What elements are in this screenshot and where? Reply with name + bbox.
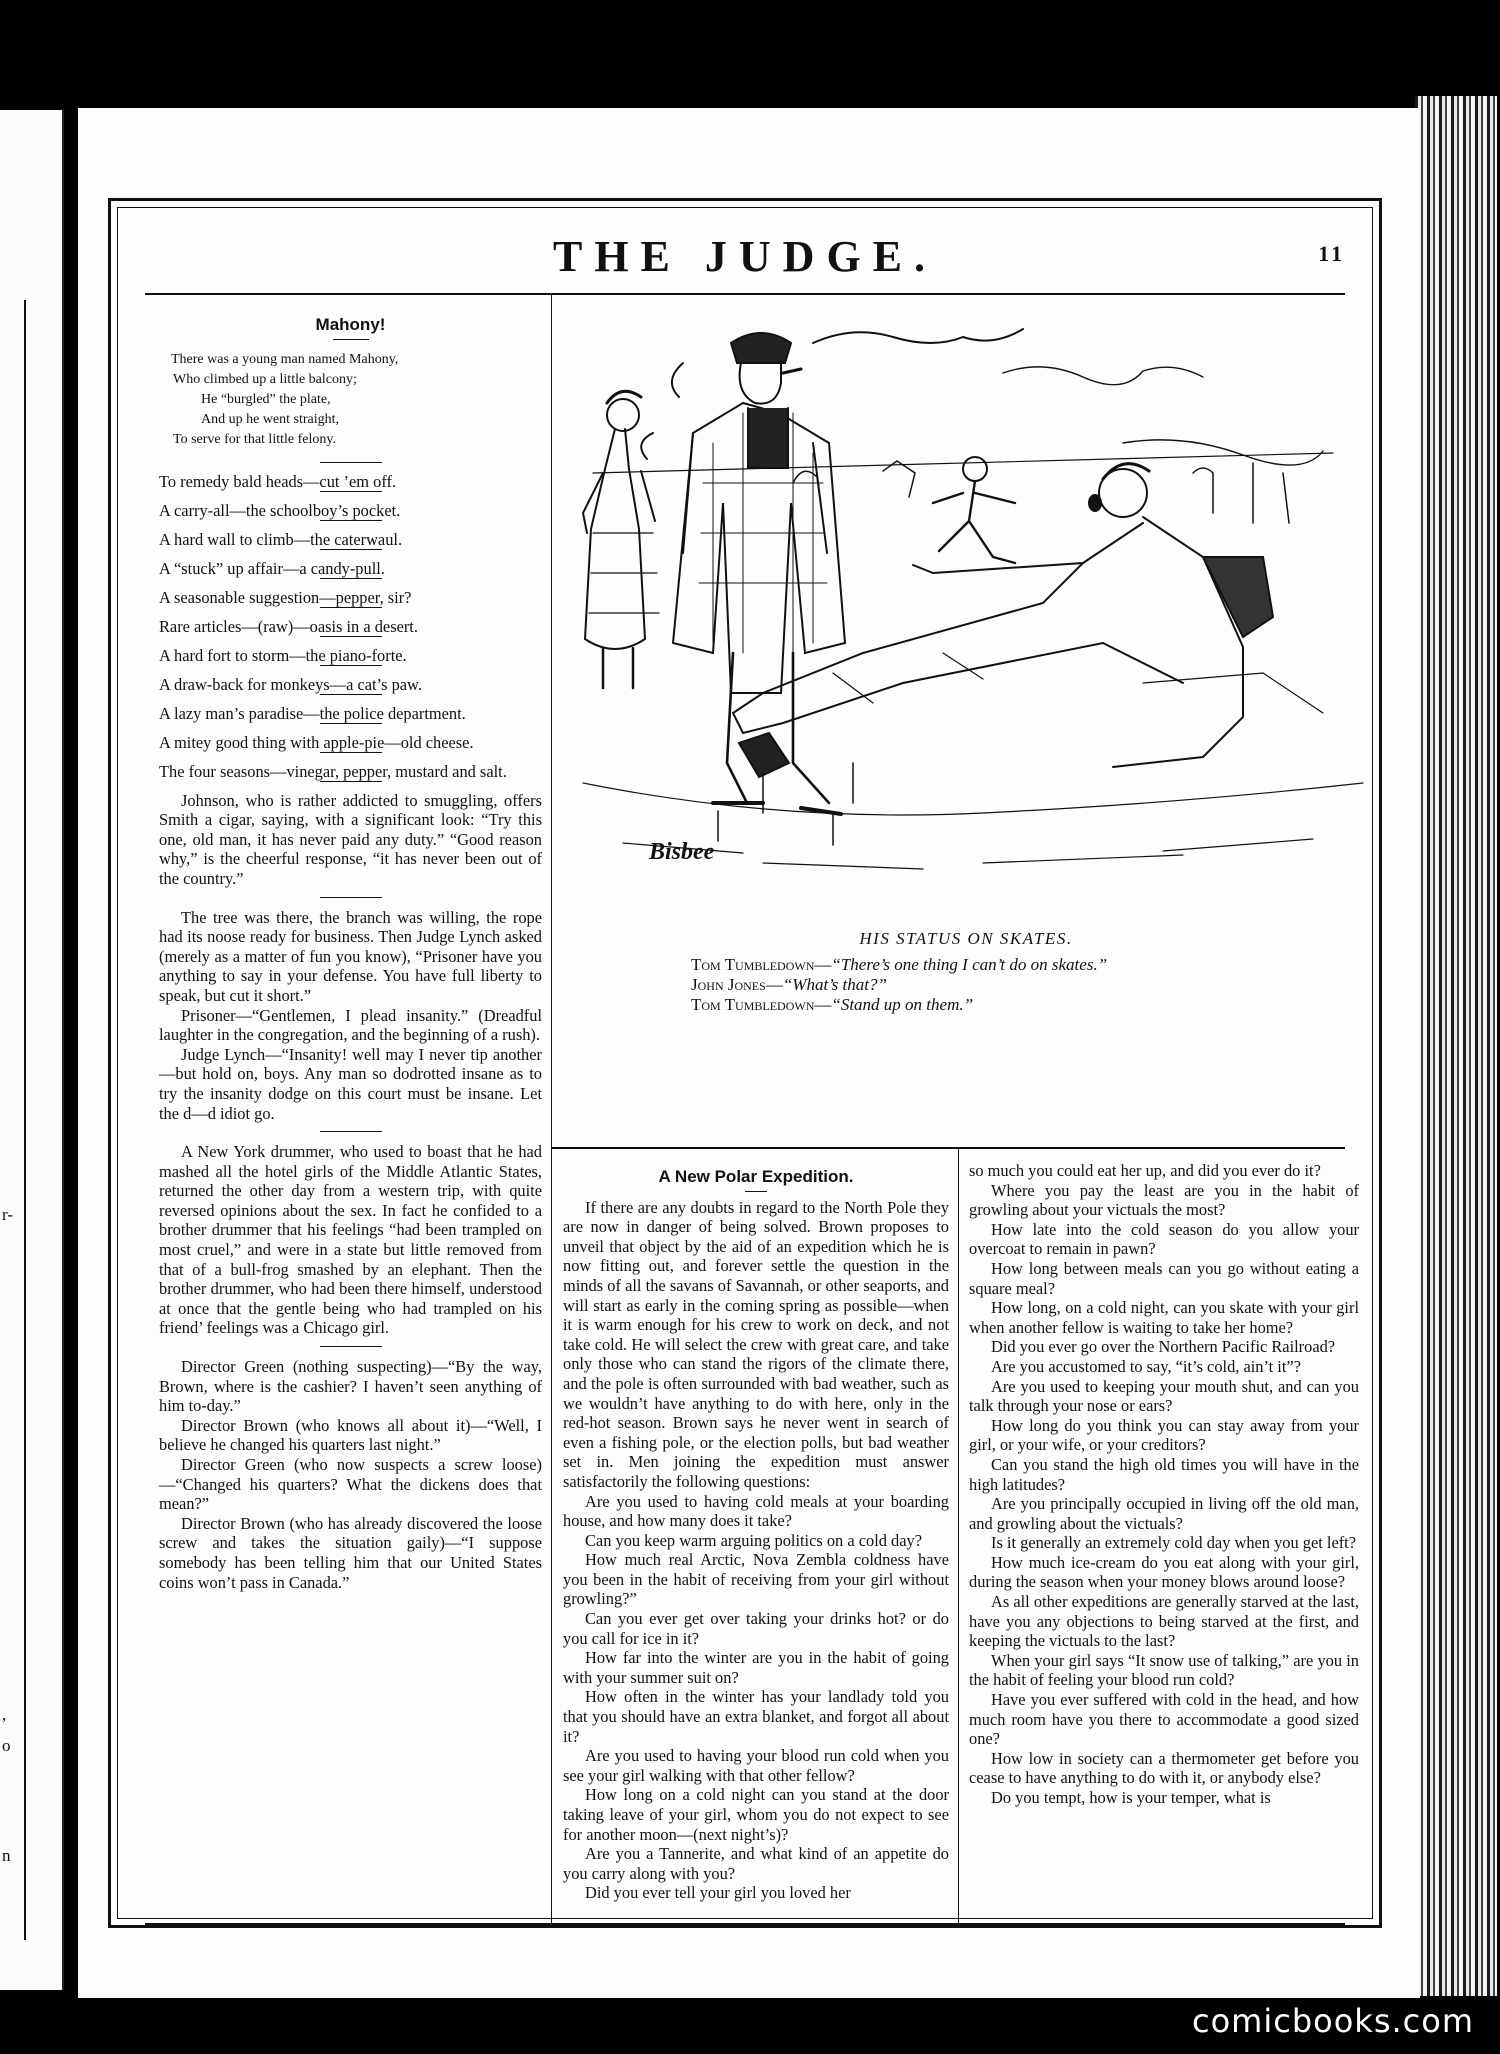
story-paragraph: Director Green (nothing suspecting)—“By the way, Brown, where is the cashier? I haven’t seen anything of him to-day.”: [159, 1357, 542, 1416]
story-paragraph: Director Brown (who knows all about it)—“Well, I believe he changed his quarters last night.”: [159, 1415, 542, 1455]
question-paragraph: Can you stand the high old times you will have in the high latitudes?: [969, 1454, 1359, 1494]
quip: A “stuck” up affair—a candy-pull.: [159, 558, 385, 578]
question-paragraph: How long on a cold night can you stand at the door taking leave of your girl, whom you do not expect to see for another moon—(next night’s)?: [563, 1785, 949, 1844]
left-page-border: [0, 300, 26, 1940]
verse-line: To serve for that little felony.: [173, 431, 336, 447]
question-paragraph: Have you ever suffered with cold in the head, and how much room have you there to accommodate a good sized one?: [969, 1690, 1359, 1749]
question-paragraph: How long do you think you can stay away from your girl, or your wife, or your creditors?: [969, 1415, 1359, 1455]
question-paragraph: Are you accustomed to say, “it’s cold, ain’t it”?: [991, 1356, 1301, 1376]
article-title: A New Polar Expedition.: [658, 1167, 854, 1186]
quip-list: [159, 472, 542, 782]
left-page-fragment: n: [2, 1846, 11, 1865]
skating-cartoon: [563, 303, 1369, 923]
column-rule: [958, 1147, 959, 1923]
masthead-rule: [145, 293, 1345, 295]
story-paragraph: A New York drummer, who used to boast that he had mashed all the hotel girls of the Middle Atlantic States, returned the other day from a western trip, with quite reversed opinions about the sex. In fact he confided to a brother drummer that his feelings “had been trampled on most cruel,” and were in a state but little removed from that of a bull-frog smashed by an elephant. Then the brother drummer, who had been there himself, understood at once that the gentle being who had trampled on his friend’ feelings was a Chicago girl.: [159, 1142, 542, 1338]
magazine-page: [78, 108, 1420, 1998]
question-paragraph: Are you used to keeping your mouth shut, and can you talk through your nose or ears?: [969, 1376, 1359, 1416]
left-facing-page: [0, 110, 64, 1990]
caption-title: HIS STATUS ON SKATES.: [859, 929, 1073, 948]
question-paragraph: Can you ever get over taking your drinks hot? or do you call for ice in it?: [563, 1609, 949, 1648]
page-number: 11: [1318, 241, 1345, 266]
quip: A mitey good thing with apple-pie—old cheese.: [159, 732, 474, 752]
quip: A draw-back for monkeys—a cat’s paw.: [159, 674, 422, 694]
artist-signature: Bisbee: [649, 839, 715, 865]
bottom-rule: [145, 1923, 1345, 1925]
question-paragraph: Do you tempt, how is your temper, what is: [991, 1788, 1271, 1807]
column-polar-expedition: [563, 1161, 949, 1903]
column-humor: [159, 309, 542, 1592]
caption-line: John Jones—“What’s that?”: [691, 975, 887, 994]
quip: A carry-all—the schoolboy’s pocket.: [159, 500, 401, 520]
story-paragraph: Johnson, who is rather addicted to smuggling, offers Smith a cigar, saying, with a significant look: “Try this one, old man, it has never paid any duty.” “Good reason why,” is the cheerful response, “it has never been out of the country.”: [159, 790, 542, 888]
question-paragraph: If there are any doubts in regard to the North Pole they are now in danger of being solved. Brown proposes to unveil that object by the aid of an expedition which he is now fitting out, and forever settle the question in the minds of all the savans of Savannah, or other seaports, and will start as early in the coming spring as possible—when it is warm enough for his crew to work on deck, and not take cold. He will select the crew with great care, and take only those who can stand the rigors of the climate there, and the pole is often surrounded with bad weather, such as we wouldn’t have anything to do with here, only in the red-hot season. Brown says he never went in search of even a fishing pole, or the election polls, but bad weather set in. Men joining the expedition must answer satisfactorily the following questions:: [563, 1197, 949, 1491]
question-paragraph: How much ice-cream do you eat along with your girl, during the season when your money blows around loose?: [969, 1552, 1359, 1592]
question-paragraph: so much you could eat her up, and did you ever do it?: [969, 1161, 1321, 1180]
cartoon-caption: [563, 929, 1369, 1015]
illustration-rule: [551, 1147, 1345, 1149]
story-paragraph: The tree was there, the branch was willing, the rope had its noose ready for business. Then Judge Lynch asked (merely as a matter of fun you know), “Prisoner have you anything to say in your defense. You have full liberty to speak, but cut it short.”: [159, 907, 542, 1005]
question-paragraph: When your girl says “It snow use of talking,” are you in the habit of feeling your blood run cold?: [969, 1650, 1359, 1690]
question-paragraph: How much real Arctic, Nova Zembla coldness have you been in the habit of receiving from your girl without growling?”: [563, 1550, 949, 1609]
watermark: comicbooks.com: [1191, 2002, 1474, 2040]
question-paragraph: Where you pay the least are you in the habit of growling about your victuals the most?: [969, 1180, 1359, 1220]
quip: Rare articles—(raw)—oasis in a desert.: [159, 616, 418, 636]
column-polar-expedition-continued: [969, 1161, 1359, 1808]
story-paragraph: Director Green (who now suspects a screw loose)—“Changed his quarters? What the dickens does that mean?”: [159, 1455, 542, 1514]
caption-line: Tom Tumbledown—“There’s one thing I can’t do on skates.”: [691, 955, 1108, 974]
question-paragraph: As all other expeditions are generally starved at the last, have you any objections to being starved at the first, and keeping the victuals to the last?: [969, 1592, 1359, 1651]
quip: A hard fort to storm—the piano-forte.: [159, 645, 407, 665]
verse-line: Who climbed up a little balcony;: [173, 371, 357, 387]
question-paragraph: Did you ever go over the Northern Pacific Railroad?: [991, 1337, 1336, 1357]
quip: The four seasons—vinegar, pepper, mustard and salt.: [159, 761, 507, 781]
story-paragraph: Judge Lynch—“Insanity! well may I never tip another—but hold on, boys. Any man so dodrotted insane as to try the insanity dodge on this court must be insane. Let the d—d idiot go.: [159, 1044, 542, 1123]
question-paragraph: Did you ever tell your girl you loved her: [585, 1883, 851, 1903]
question-paragraph: How late into the cold season do you allow your overcoat to remain in pawn?: [969, 1219, 1359, 1259]
quip: To remedy bald heads—cut ’em off.: [159, 471, 397, 491]
question-paragraph: How often in the winter has your landlady told you that you should have an extra blanket, and forgot all about it?: [563, 1687, 949, 1746]
story-paragraph: Prisoner—“Gentlemen, I plead insanity.” (Dreadful laughter in the congregation, and the beginning of a rush).: [159, 1005, 542, 1045]
left-page-fragment: ,: [2, 1705, 7, 1724]
verse-line: There was a young man named Mahony,: [171, 351, 399, 367]
quip: A lazy man’s paradise—the police department.: [159, 703, 466, 723]
book-spine-edge: [1415, 96, 1497, 1996]
question-paragraph: Are you used to having cold meals at your boarding house, and how many does it take?: [563, 1491, 949, 1531]
question-paragraph: How far into the winter are you in the habit of going with your summer suit on?: [563, 1648, 949, 1687]
column-rule: [551, 293, 552, 1923]
limerick: [171, 350, 542, 450]
verse-line: He “burgled” the plate,: [201, 391, 331, 407]
question-paragraph: How low in society can a thermometer get before you cease to have anything to do with it, or anybody else?: [969, 1748, 1359, 1788]
question-paragraph: Are you a Tannerite, and what kind of an appetite do you carry along with you?: [563, 1844, 949, 1883]
question-paragraph: Are you principally occupied in living off the old man, and growling about the victuals?: [969, 1494, 1359, 1533]
question-paragraph: Is it generally an extremely cold day when you get left?: [991, 1533, 1357, 1553]
quip: A hard wall to climb—the caterwaul.: [159, 529, 403, 549]
caption-line: Tom Tumbledown—“Stand up on them.”: [691, 995, 974, 1014]
masthead-title: THE JUDGE.: [552, 232, 938, 281]
page-frame: [108, 198, 1382, 1928]
left-page-fragment: o: [2, 1736, 11, 1755]
story-list: [159, 791, 542, 1593]
quip: A seasonable suggestion—pepper, sir?: [159, 587, 412, 607]
left-page-fragment: r-: [2, 1205, 13, 1224]
question-paragraph: How long, on a cold night, can you skate with your girl when another fellow is waiting to take her home?: [969, 1298, 1359, 1337]
question-paragraph: How long between meals can you go without eating a square meal?: [969, 1258, 1359, 1298]
verse-line: And up he went straight,: [201, 411, 340, 427]
story-paragraph: Director Brown (who has already discovered the loose screw and takes the situation gaily)—“I suppose somebody has been telling him that our United States coins won’t pass in Canada.”: [159, 1513, 542, 1592]
question-paragraph: Can you keep warm arguing politics on a cold day?: [585, 1530, 922, 1550]
poem-title: Mahony!: [315, 315, 386, 334]
question-paragraph: Are you used to having your blood run cold when you see your girl walking with that other fellow?: [563, 1746, 949, 1785]
